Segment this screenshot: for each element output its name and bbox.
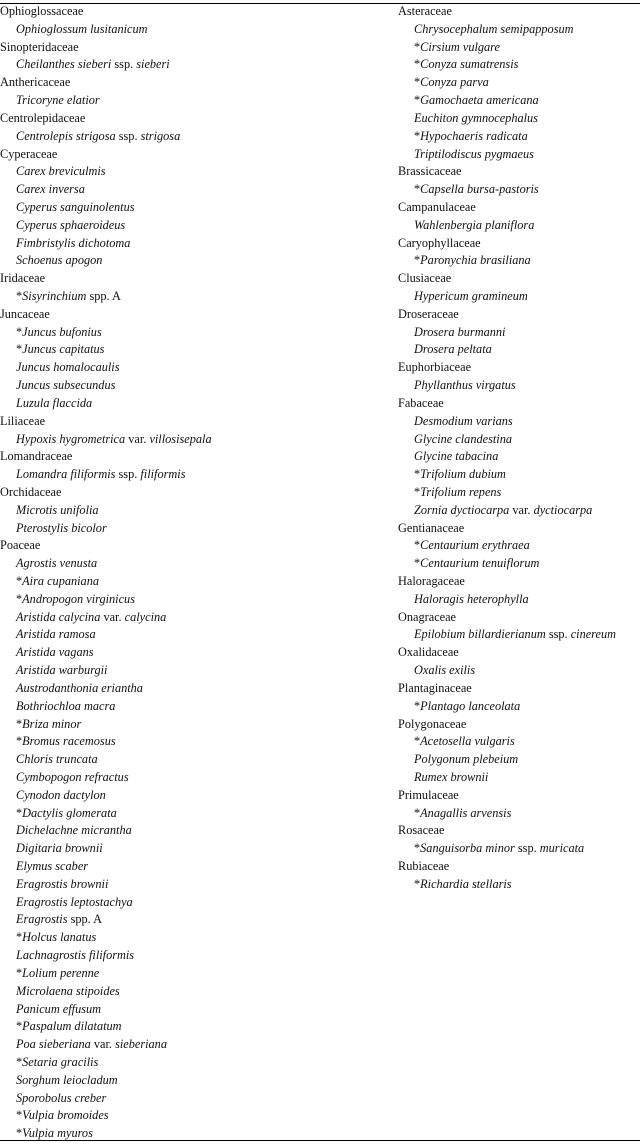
species-entry (0, 431, 390, 449)
species-entry (398, 288, 640, 306)
species-entry (0, 520, 390, 538)
introduced-marker: * (414, 556, 421, 571)
species-name: Eragrostis leptostachya (16, 894, 133, 909)
family-name: Poaceae (0, 538, 41, 553)
family-name: Juncaceae (0, 306, 50, 321)
family-name: Gentianaceae (398, 520, 465, 535)
infraspecific-epithet: villosisepala (149, 431, 212, 446)
species-entry (0, 965, 390, 983)
family-name: Anthericaceae (0, 75, 71, 90)
species-name: Poa sieberiana (16, 1037, 91, 1052)
infraspecific-epithet: sieberi (136, 57, 170, 72)
species-entry (0, 805, 390, 823)
species-name: Carex breviculmis (16, 164, 106, 179)
family-name: Plantaginaceae (398, 680, 472, 695)
species-name: Sanguisorba minor (420, 841, 515, 856)
species-entry (0, 359, 390, 377)
species-entry (0, 395, 390, 413)
family-name: Clusiaceae (398, 271, 452, 286)
species-name: Drosera burmanni (414, 324, 506, 339)
species-entry (398, 502, 640, 520)
species-entry (398, 146, 640, 164)
species-entry (0, 466, 390, 484)
infraspecific-rank: ssp. (118, 128, 138, 143)
family-name: Rubiaceae (398, 859, 450, 873)
species-name: Hypoxis hygrometrica (16, 431, 126, 446)
introduced-marker: * (16, 734, 23, 749)
species-entry (0, 573, 390, 591)
species-entry (0, 1036, 390, 1054)
family-name: Rosaceae (398, 823, 445, 838)
species-entry (398, 181, 640, 199)
introduced-marker: * (16, 716, 23, 731)
species-entry (0, 1054, 390, 1072)
species-entry (398, 92, 640, 110)
species-entry (0, 769, 390, 787)
species-entry (0, 662, 390, 680)
species-name: Phyllanthus virgatus (414, 378, 516, 393)
introduced-marker: * (16, 805, 23, 820)
species-entry (0, 983, 390, 1001)
species-name: Setaria gracilis (22, 1054, 99, 1069)
introduced-marker: * (16, 1108, 23, 1123)
family-name: Sinopteridaceae (0, 39, 79, 54)
species-name: Gamochaeta americana (420, 93, 539, 108)
species-name: Aristida warburgii (16, 663, 108, 678)
species-name: Juncus subsecundus (16, 378, 116, 393)
family-name: Fabaceae (398, 395, 444, 410)
infraspecific-rank: var. (103, 609, 122, 624)
species-entry (398, 431, 640, 449)
species-entry (398, 751, 640, 769)
species-name: Polygonum plebeium (414, 752, 519, 767)
species-name: Agrostis venusta (16, 556, 98, 571)
species-entry (0, 858, 390, 876)
species-entry (398, 805, 640, 823)
right-column (398, 3, 640, 894)
species-entry (0, 911, 390, 929)
species-entry (0, 680, 390, 698)
species-entry (0, 929, 390, 947)
species-name: Schoenus apogon (16, 253, 103, 268)
introduced-marker: * (16, 1054, 23, 1069)
species-name: Bothriochloa macra (16, 698, 116, 713)
infraspecific-epithet: calycina (124, 609, 167, 624)
species-entry (0, 894, 390, 912)
family-name: Euphorbiaceae (398, 360, 472, 375)
introduced-marker: * (414, 182, 421, 197)
species-entry (398, 466, 640, 484)
species-name: Vulpia myuros (22, 1126, 93, 1141)
species-name: Cyperus sphaeroideus (16, 217, 126, 232)
species-entry (0, 751, 390, 769)
infraspecific-rank: var. (93, 1037, 112, 1052)
family-name: Asteraceae (398, 4, 452, 18)
species-entry (398, 537, 640, 555)
species-entry (0, 288, 390, 306)
family-name: Onagraceae (398, 609, 457, 624)
introduced-marker: * (414, 75, 421, 90)
species-name: Glycine tabacina (414, 449, 499, 464)
family-name: Campanulaceae (398, 199, 476, 214)
left-column (0, 3, 390, 1143)
species-entry (398, 252, 640, 270)
introduced-marker: * (414, 57, 421, 72)
species-entry (398, 21, 640, 39)
species-name: Conyza sumatrensis (420, 57, 519, 72)
species-entry (0, 591, 390, 609)
family-name: Oxalidaceae (398, 645, 459, 660)
species-name: Digitaria brownii (16, 841, 103, 856)
species-name: Vulpia bromoides (22, 1108, 109, 1123)
species-name: Luzula flaccida (16, 395, 93, 410)
species-entry (0, 92, 390, 110)
species-name: Juncus bufonius (22, 324, 102, 339)
species-name: Eragrostis brownii (16, 876, 109, 891)
introduced-marker: * (414, 841, 421, 856)
introduced-marker: * (414, 253, 421, 268)
species-entry (0, 876, 390, 894)
species-entry (398, 324, 640, 342)
species-entry (398, 733, 640, 751)
family-name: Droseraceae (398, 306, 459, 321)
species-name: Fimbristylis dichotoma (16, 235, 131, 250)
species-name: Paronychia brasiliana (420, 253, 531, 268)
introduced-marker: * (414, 128, 421, 143)
species-name: Lachnagrostis filiformis (16, 948, 135, 963)
species-entry (398, 555, 640, 573)
species-entry (398, 74, 640, 92)
infraspecific-rank: ssp. (118, 467, 138, 482)
species-entry (398, 128, 640, 146)
species-name: Cirsium vulgare (420, 39, 500, 54)
species-name: Lolium perenne (22, 965, 100, 980)
introduced-marker: * (16, 342, 23, 357)
species-name: Acetosella vulgaris (420, 734, 515, 749)
species-entry (398, 448, 640, 466)
species-name: Haloragis heterophylla (414, 591, 529, 606)
species-entry (0, 341, 390, 359)
species-name: Microtis unifolia (16, 502, 99, 517)
infraspecific-epithet: muricata (539, 841, 585, 856)
introduced-marker: * (414, 538, 421, 553)
species-name: Panicum effusum (16, 1001, 102, 1016)
species-entry (398, 39, 640, 57)
introduced-marker: * (414, 93, 421, 108)
species-name: Rumex brownii (414, 769, 489, 784)
species-name: Carex inversa (16, 182, 85, 197)
family-name: Polygonaceae (398, 716, 467, 731)
species-name: Plantago lanceolata (420, 698, 521, 713)
species-entry (0, 235, 390, 253)
species-name: Cynodon dactylon (16, 787, 106, 802)
family-name: Primulaceae (398, 787, 459, 802)
species-entry (398, 217, 640, 235)
family-name: Cyperaceae (0, 146, 58, 161)
species-entry (398, 341, 640, 359)
species-name: Aristida ramosa (16, 627, 96, 642)
species-name: Aristida calycina (16, 609, 101, 624)
species-name: Anagallis arvensis (420, 805, 512, 820)
family-name: Iridaceae (0, 271, 46, 286)
species-entry (0, 1001, 390, 1019)
introduced-marker: * (16, 574, 23, 588)
species-name: Bromus racemosus (22, 734, 116, 749)
infraspecific-epithet: sieberiana (115, 1037, 167, 1052)
species-name: Drosera peltata (414, 342, 492, 357)
species-entry (0, 626, 390, 644)
species-name: Cyperus sanguinolentus (16, 199, 135, 214)
species-entry (398, 591, 640, 609)
species-entry (0, 555, 390, 573)
infraspecific-rank: var. (128, 431, 147, 446)
species-entry (0, 840, 390, 858)
species-name: Eragrostis (16, 912, 68, 927)
species-name: Centaurium tenuiflorum (420, 556, 540, 571)
infraspecific-epithet: strigosa (140, 128, 181, 143)
species-name: Cheilanthes sieberi (16, 57, 112, 72)
species-name: Tricoryne elatior (16, 93, 100, 108)
species-entry (398, 769, 640, 787)
species-name: Desmodium varians (414, 413, 513, 428)
species-name: Zornia dyctiocarpa (414, 502, 510, 517)
species-entry (0, 1107, 390, 1125)
family-name: Haloragaceae (398, 574, 465, 588)
family-name: Caryophyllaceae (398, 235, 481, 250)
species-name: Ophioglossum lusitanicum (16, 21, 148, 36)
species-entry (0, 947, 390, 965)
family-name: Brassicaceae (398, 164, 462, 179)
species-name: Juncus homalocaulis (16, 360, 120, 375)
species-entry (0, 733, 390, 751)
species-name: Andropogon virginicus (22, 591, 135, 606)
species-entry (0, 609, 390, 627)
introduced-marker: * (16, 930, 23, 945)
species-name: Briza minor (22, 716, 82, 731)
species-entry (398, 698, 640, 716)
infraspecific-epithet: dyctiocarpa (533, 502, 593, 517)
family-name: Liliaceae (0, 413, 46, 428)
species-name: Aira cupaniana (22, 574, 100, 588)
species-name: Euchiton gymnocephalus (414, 110, 538, 125)
species-entry (398, 840, 640, 858)
species-entry (398, 662, 640, 680)
species-name: Centrolepis strigosa (16, 128, 116, 143)
species-name: Juncus capitatus (22, 342, 105, 357)
species-name: Glycine clandestina (414, 431, 513, 446)
species-entry (0, 502, 390, 520)
introduced-marker: * (414, 805, 421, 820)
family-name: Orchidaceae (0, 484, 62, 499)
infraspecific-rank: var. (512, 502, 531, 517)
species-name: Conyza parva (420, 75, 489, 90)
species-entry (0, 181, 390, 199)
infraspecific-rank: ssp. (548, 627, 568, 642)
species-entry (0, 377, 390, 395)
species-entry (0, 787, 390, 805)
introduced-marker: * (16, 1126, 23, 1141)
species-name: Lomandra filiformis (16, 467, 116, 482)
species-entry (398, 413, 640, 431)
species-entry (0, 56, 390, 74)
species-entry (398, 484, 640, 502)
species-name: Microlaena stipoides (16, 983, 120, 998)
species-entry (0, 163, 390, 181)
introduced-marker: * (414, 484, 421, 499)
species-name: Hypericum gramineum (414, 289, 528, 303)
species-entry (0, 1090, 390, 1108)
species-entry (0, 21, 390, 39)
species-name: Oxalis exilis (414, 663, 476, 678)
species-name: Hypochaeris radicata (420, 128, 528, 143)
species-name: Chloris truncata (16, 752, 98, 767)
species-qualifier: spp. A (70, 912, 102, 927)
infraspecific-epithet: filiformis (140, 467, 186, 482)
species-entry (0, 644, 390, 662)
bottom-rule (0, 1140, 640, 1141)
species-name: Holcus lanatus (22, 930, 97, 945)
species-entry (0, 1072, 390, 1090)
introduced-marker: * (16, 289, 23, 303)
species-entry (0, 716, 390, 734)
species-qualifier: spp. A (89, 289, 121, 303)
species-name: Elymus scaber (16, 859, 89, 873)
family-name: Lomandraceae (0, 449, 73, 464)
species-entry (0, 217, 390, 235)
species-name: Wahlenbergia planiflora (414, 217, 535, 232)
species-name: Chrysocephalum semipapposum (414, 21, 574, 36)
introduced-marker: * (414, 734, 421, 749)
species-entry (0, 252, 390, 270)
species-entry (398, 56, 640, 74)
introduced-marker: * (414, 39, 421, 54)
species-name: Sporobolus creber (16, 1090, 107, 1105)
species-name: Paspalum dilatatum (22, 1019, 122, 1034)
species-name: Sorghum leiocladum (16, 1072, 118, 1087)
species-entry (0, 698, 390, 716)
species-name: Pterostylis bicolor (16, 520, 107, 535)
species-name: Triptilodiscus pygmaeus (414, 146, 534, 161)
species-entry (0, 324, 390, 342)
introduced-marker: * (16, 324, 23, 339)
species-name: Cymbopogon refractus (16, 769, 129, 784)
species-entry (0, 822, 390, 840)
species-entry (0, 1018, 390, 1036)
species-name: Dichelachne micrantha (16, 823, 132, 838)
species-name: Capsella bursa-pastoris (420, 182, 539, 197)
species-name: Centaurium erythraea (420, 538, 530, 553)
species-name: Trifolium dubium (420, 467, 506, 482)
species-name: Austrodanthonia eriantha (16, 680, 143, 695)
species-name: Epilobium billardierianum (414, 627, 546, 642)
species-name: Sisyrinchium (22, 289, 87, 303)
infraspecific-rank: ssp. (517, 841, 537, 856)
introduced-marker: * (414, 876, 421, 891)
species-name: Dactylis glomerata (22, 805, 117, 820)
introduced-marker: * (414, 698, 421, 713)
infraspecific-rank: ssp. (114, 57, 134, 72)
species-entry (0, 128, 390, 146)
species-entry (398, 876, 640, 894)
introduced-marker: * (16, 591, 23, 606)
species-entry (398, 377, 640, 395)
infraspecific-epithet: cinereum (570, 627, 616, 642)
species-entry (0, 199, 390, 217)
species-name: Trifolium repens (420, 484, 502, 499)
family-name: Ophioglossaceae (0, 4, 84, 18)
species-entry (398, 110, 640, 128)
introduced-marker: * (16, 965, 23, 980)
species-name: Richardia stellaris (420, 876, 512, 891)
species-entry (398, 626, 640, 644)
introduced-marker: * (414, 467, 421, 482)
introduced-marker: * (16, 1019, 23, 1034)
family-name: Centrolepidaceae (0, 110, 86, 125)
species-name: Aristida vagans (16, 645, 94, 660)
